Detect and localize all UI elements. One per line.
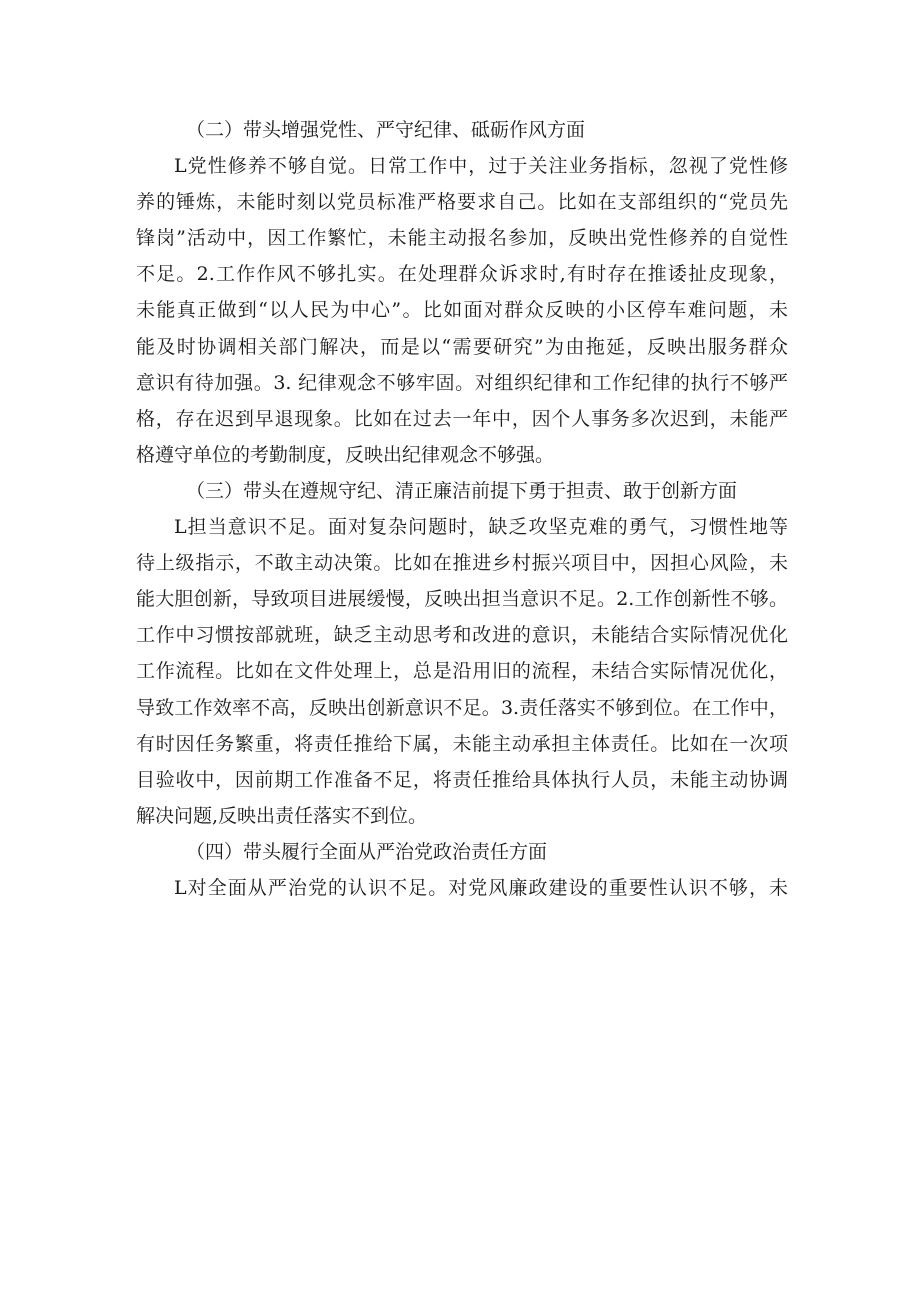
paragraph-line: 目验收中，因前期工作准备不足，将责任推给具体执行人员，未能主动协调 [136,768,788,791]
section-3 [136,473,788,834]
paragraph-line: 工作流程。比如在文件处理上，总是沿用旧的流程，未结合实际情况优化， [136,660,788,683]
paragraph-line: 有时因任务繁重，将责任推给下属，未能主动承担主体责任。比如在一次项 [136,732,788,755]
paragraph-line: 工作中习惯按部就班，缺乏主动思考和改进的意识，未能结合实际情况优化 [136,624,788,647]
paragraph-line: 解决问题,反映出责任落实不到位。 [136,804,428,827]
paragraph-line: 锋岗”活动中，因工作繁忙，未能主动报名参加，反映出党性修养的自觉性 [136,227,788,250]
paragraph-line: 能大胆创新，导致项目进展缓慢，反映出担当意识不足。2.工作创新性不够。 [136,588,788,611]
paragraph-line: 格遵守单位的考勤制度，反映出纪律观念不够强。 [136,443,555,466]
paragraph-line: 格，存在迟到早退现象。比如在过去一年中，因个人事务多次迟到，未能严 [136,407,788,430]
paragraph-line: L党性修养不够自觉。日常工作中，过于关注业务指标，忽视了党性修 [174,155,788,178]
paragraph-line: 未能真正做到“以人民为中心”。比如面对群众反映的小区停车难问题，未 [136,299,788,322]
paragraph-line: 意识有待加强。3. 纪律观念不够牢固。对组织纪律和工作纪律的执行不够严 [136,371,788,394]
section-4 [136,834,788,906]
paragraph-line: 能及时协调相关部门解决，而是以“需要研究”为由拖延，反映出服务群众 [136,335,788,358]
paragraph-line: 养的锤炼，未能时刻以党员标准严格要求自己。比如在支部组织的“党员先 [136,191,788,214]
section-2 [136,112,788,473]
paragraph-line: 待上级指示，不敢主动决策。比如在推进乡村振兴项目中，因担心风险，未 [136,552,788,575]
section-heading: （四）带头履行全面从严治党政治责任方面 [186,840,548,863]
section-heading: （二）带头增强党性、严守纪律、砥砺作风方面 [186,119,586,141]
paragraph-line: 不足。2.工作作风不够扎实。在处理群众诉求时,有时存在推诿扯皮现象， [136,263,788,286]
paragraph-line: L担当意识不足。面对复杂问题时，缺乏攻坚克难的勇气，习惯性地等 [174,516,788,539]
section-heading: （三）带头在遵规守纪、清正廉洁前提下勇于担责、敢于创新方面 [186,479,738,502]
paragraph-line: 导致工作效率不高，反映出创新意识不足。3.责任落实不够到位。在工作中， [136,696,788,719]
paragraph-line: L对全面从严治党的认识不足。对党风廉政建设的重要性认识不够，未 [174,876,788,899]
document-page [136,112,788,906]
